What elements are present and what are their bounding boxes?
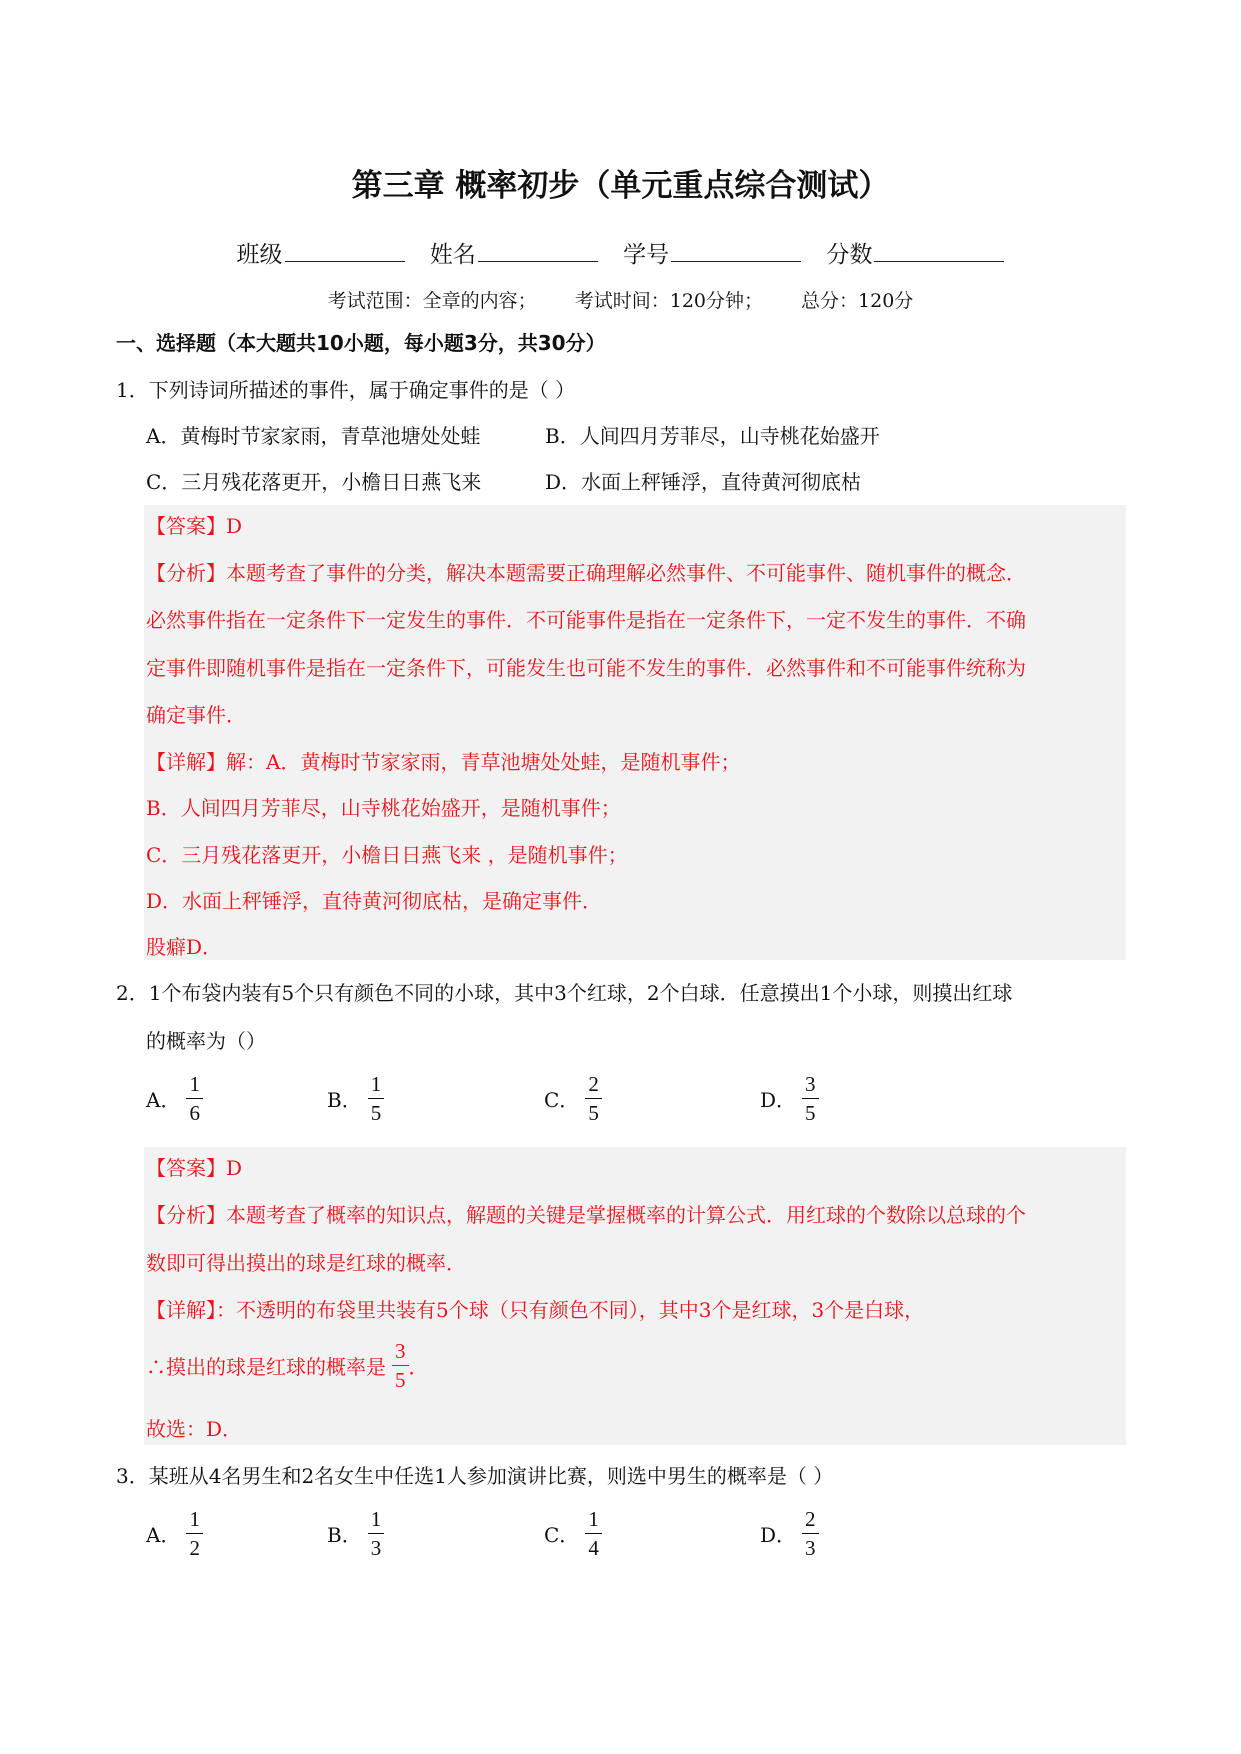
option-label: C． — [544, 1523, 580, 1547]
q2-conclusion — [146, 1340, 429, 1391]
q1-detail-line: B．人间四月芳菲尽，山寺桃花始盛开，是随机事件； — [146, 796, 621, 820]
student-info-line — [0, 236, 1241, 269]
fraction: $\frac{1}{5}$ — [368, 1073, 385, 1124]
name-blank[interactable] — [478, 241, 598, 262]
option-label: A． — [146, 1088, 181, 1112]
exam-total: 总分：120分 — [801, 290, 914, 312]
class-label: 班级 — [236, 242, 283, 268]
exam-range: 考试范围：全章的内容； — [327, 290, 537, 312]
exam-time: 考试时间：120分钟； — [574, 290, 763, 312]
q1-analysis-line: 【分析】本题考查了事件的分类，解决本题需要正确理解必然事件、不可能事件、随机事件的概念． — [146, 561, 1026, 585]
q1-analysis-line: 必然事件指在一定条件下一定发生的事件．不可能事件是指在一定条件下，一定不发生的事件．不确 — [146, 608, 1026, 632]
q3-option-a — [146, 1508, 203, 1559]
q1-detail-line: D．水面上秤锤浮，直待黄河彻底枯，是确定事件． — [146, 889, 603, 913]
q2-option-b — [327, 1073, 384, 1124]
q1-analysis-line: 确定事件． — [146, 703, 246, 727]
option-label: D． — [760, 1088, 797, 1112]
q1-option-b: B．人间四月芳菲尽，山寺桃花始盛开 — [545, 424, 880, 448]
option-label: A． — [146, 1523, 181, 1547]
section-heading: 一、选择题（本大题共10小题，每小题3分，共30分） — [116, 331, 606, 355]
q1-answer: 【答案】D — [146, 514, 243, 538]
q2-answer-box — [144, 1147, 1126, 1445]
q2-option-d — [760, 1073, 819, 1124]
q1-analysis-line: 定事件即随机事件是指在一定条件下，可能发生也可能不发生的事件．必然事件和不可能事件统称为 — [146, 656, 1026, 680]
option-label: B． — [327, 1088, 362, 1112]
q3-option-c — [544, 1508, 602, 1559]
q3-stem: 3．某班从4名男生和2名女生中任选1人参加演讲比赛，则选中男生的概率是（ ） — [116, 1464, 834, 1488]
q2-answer: 【答案】D — [146, 1156, 243, 1180]
fraction: $\frac{3}{5}$ — [392, 1340, 409, 1391]
fraction: $\frac{2}{5}$ — [585, 1073, 602, 1124]
q2-analysis-line: 数即可得出摸出的球是红球的概率． — [146, 1251, 466, 1275]
score-blank[interactable] — [874, 241, 1004, 262]
q2-detail-line — [146, 1297, 924, 1323]
fraction: $\frac{3}{5}$ — [802, 1073, 819, 1124]
student-id-blank[interactable] — [671, 241, 801, 262]
q2-stem-cont: 的概率为（） — [146, 1029, 266, 1053]
option-label: B． — [327, 1523, 362, 1547]
option-label: D． — [760, 1523, 797, 1547]
q1-option-d: D．水面上秤锤浮，直待黄河彻底枯 — [545, 470, 862, 494]
q1-detail-line: C．三月残花落更开，小檐日日燕飞来 ，是随机事件； — [146, 843, 628, 867]
q1-option-a: A．黄梅时节家家雨，青草池塘处处蛙 — [146, 424, 481, 448]
class-blank[interactable] — [285, 241, 405, 262]
fraction: $\frac{1}{6}$ — [186, 1073, 203, 1124]
student-id-label: 学号 — [623, 242, 670, 268]
q2-choose: 故选：D． — [146, 1417, 243, 1441]
q2-stem: 2．1个布袋内装有5个只有颜色不同的小球，其中3个红球，2个白球．任意摸出1个小球，则摸出红球 — [116, 981, 1013, 1005]
q3-option-b — [327, 1508, 384, 1559]
q2-analysis-line: 【分析】本题考查了概率的知识点，解题的关键是掌握概率的计算公式．用红球的个数除以总球的个 — [146, 1203, 1026, 1227]
q1-choose: 股癖D． — [146, 935, 223, 959]
score-label: 分数 — [826, 242, 873, 268]
page-title: 第三章 概率初步（单元重点综合测试） — [351, 168, 890, 204]
q1-option-c: C．三月残花落更开，小檐日日燕飞来 — [146, 470, 482, 494]
q2-detail-label: 【详解】 — [146, 1298, 216, 1322]
q2-conclusion-end: ． — [408, 1355, 429, 1379]
fraction: $\frac{2}{3}$ — [802, 1508, 819, 1559]
exam-scope-line — [0, 286, 1241, 313]
fraction: $\frac{1}{3}$ — [368, 1508, 385, 1559]
name-label: 姓名 — [429, 242, 476, 268]
fraction: $\frac{1}{2}$ — [186, 1508, 203, 1559]
fraction: $\frac{1}{4}$ — [585, 1508, 602, 1559]
q3-option-d — [760, 1508, 819, 1559]
option-label: C． — [544, 1088, 580, 1112]
q2-option-a — [146, 1073, 203, 1124]
q1-stem: 1．下列诗词所描述的事件，属于确定事件的是（ ） — [116, 378, 576, 402]
q2-detail-text: ：不透明的布袋里共装有5个球（只有颜色不同），其中3个是红球，3个是白球， — [216, 1298, 925, 1322]
q2-conclusion-text: ∴摸出的球是红球的概率是 — [146, 1355, 386, 1379]
q1-detail-line: 【详解】解：A．黄梅时节家家雨，青草池塘处处蛙，是随机事件； — [146, 750, 741, 774]
q2-option-c — [544, 1073, 602, 1124]
